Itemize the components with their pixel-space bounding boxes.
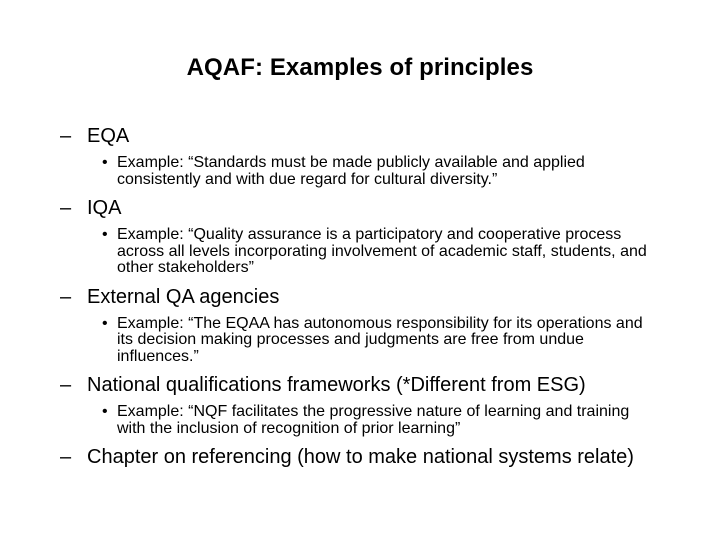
slide-title: AQAF: Examples of principles	[186, 54, 534, 81]
example-eqa	[60, 155, 660, 188]
list-item-label: Chapter on referencing (how to make national systems relate)	[87, 446, 634, 468]
list-item-label: External QA agencies	[87, 285, 280, 308]
dash-marker: –	[60, 197, 72, 219]
example-external-qa-agencies	[60, 316, 660, 366]
list-item-label: National qualifications frameworks (*Different from ESG)	[87, 374, 586, 396]
list-item-national-qualifications-frameworks	[60, 374, 660, 397]
example-iqa	[60, 227, 660, 277]
list-item-iqa	[60, 197, 660, 220]
list-item-chapter-on-referencing	[60, 446, 660, 469]
list-item-label: EQA	[87, 125, 130, 147]
example-national-qualifications-frameworks	[60, 404, 660, 437]
bullet-marker: •	[102, 226, 108, 243]
dash-marker: –	[60, 374, 72, 396]
bullet-marker: •	[102, 154, 108, 171]
slide-body	[60, 125, 660, 469]
list-item-label: IQA	[87, 197, 122, 219]
list-item-external-qa-agencies	[60, 286, 660, 309]
list-item-eqa	[60, 125, 660, 148]
dash-marker: –	[60, 285, 72, 308]
example-text: Example: “Standards must be made publicly available and applied consistently and with due regard for cultural diversity.”	[117, 154, 585, 188]
dash-marker: –	[60, 125, 72, 147]
example-text: Example: “Quality assurance is a participatory and cooperative process across all levels incorporating involvement of academic staff, students, and other stakeholders”	[117, 226, 647, 276]
example-text: Example: “NQF facilitates the progressive nature of learning and training with the inclusion of recognition of prior learning”	[117, 403, 630, 437]
bullet-marker: •	[102, 314, 108, 332]
bullet-marker: •	[102, 403, 108, 420]
dash-marker: –	[60, 446, 72, 468]
example-text: Example: “The EQAA has autonomous responsibility for its operations and its decision making processes and judgments are free from undue influences.”	[117, 314, 643, 365]
